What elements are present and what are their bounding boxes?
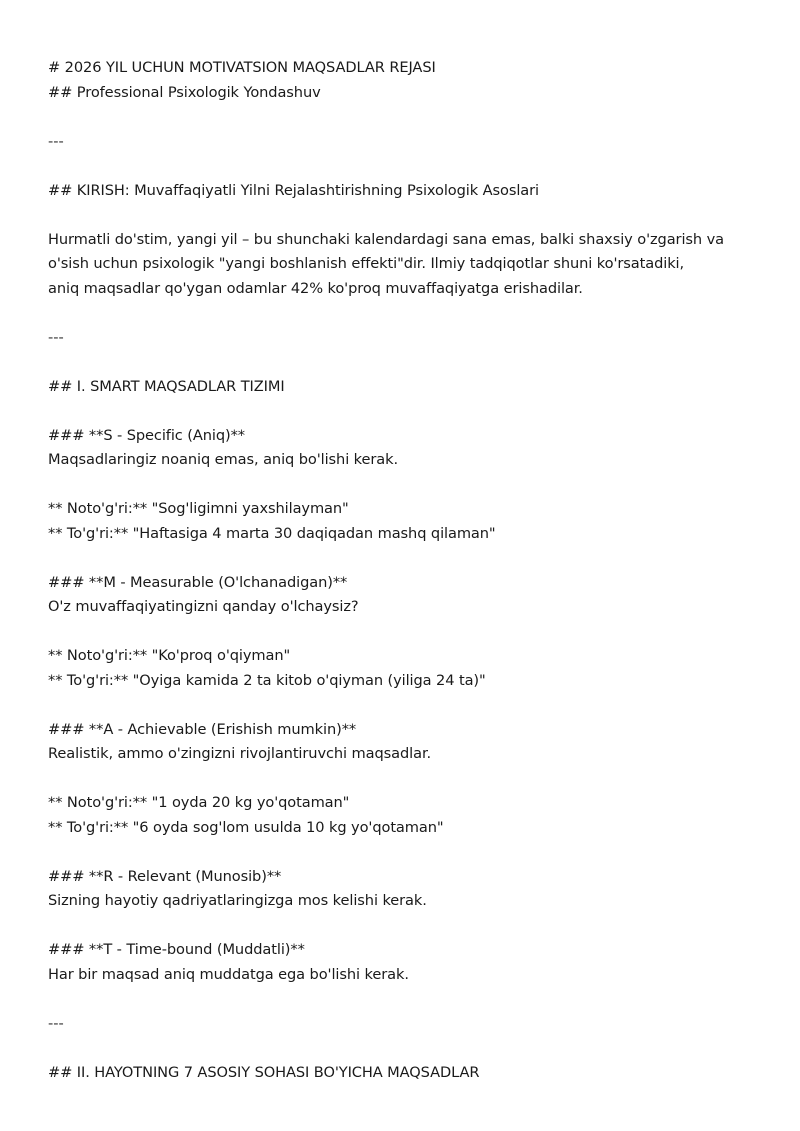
smart-s-right-example: ** To'g'ri:** "Haftasiga 4 marta 30 daqiqadan mashq qilaman" <box>48 524 496 542</box>
smart-t-heading: ### **T - Time-bound (Muddatli)** <box>48 941 305 958</box>
smart-m-wrong-example: ** Noto'g'ri:** "Ko'proq o'qiyman" <box>48 647 291 664</box>
spacer <box>48 473 760 498</box>
horizontal-rule: --- <box>48 328 64 346</box>
spacer <box>48 987 760 1012</box>
smart-r-heading: ### **R - Relevant (Munosib)** <box>48 867 282 885</box>
spacer <box>48 620 760 645</box>
spacer <box>48 154 760 179</box>
smart-heading: ## I. SMART MAQSADLAR TIZIMI <box>48 377 285 395</box>
smart-r-text: Sizning hayotiy qadriyatlaringizga mos kelishi kerak. <box>48 892 427 909</box>
spacer <box>48 105 760 130</box>
intro-paragraph-line: o'sish uchun psixologik "yangi boshlanish effekti"dir. Ilmiy tadqiqotlar shuni ko'rsatadiki, <box>48 255 685 272</box>
smart-t-text: Har bir maqsad aniq muddatga ega bo'lishi kerak. <box>48 965 409 983</box>
intro-paragraph-line: Hurmatli do'stim, yangi yil – bu shunchaki kalendardagi sana emas, balki shaxsiy o'zgarish va <box>48 230 724 248</box>
spacer <box>48 350 760 375</box>
document-title: # 2026 YIL UCHUN MOTIVATSION MAQSADLAR REJASI <box>48 59 436 76</box>
spacer <box>48 1036 760 1061</box>
smart-a-text: Realistik, ammo o'zingizni rivojlantiruvchi maqsadlar. <box>48 745 432 762</box>
areas-heading: ## II. HAYOTNING 7 ASOSIY SOHASI BO'YICHA MAQSADLAR <box>48 1063 480 1081</box>
spacer <box>48 203 760 228</box>
intro-paragraph-line: aniq maqsadlar qo'ygan odamlar 42% ko'proq muvaffaqiyatga erishadilar. <box>48 279 583 297</box>
smart-a-right-example: ** To'g'ri:** "6 oyda sog'lom usulda 10 kg yo'qotaman" <box>48 818 444 836</box>
smart-m-text: O'z muvaffaqiyatingizni qanday o'lchaysiz? <box>48 598 359 615</box>
smart-s-wrong-example: ** Noto'g'ri:** "Sog'ligimni yaxshilayman" <box>48 500 349 517</box>
horizontal-rule: --- <box>48 1014 64 1032</box>
spacer <box>48 914 760 939</box>
document-page <box>48 56 760 1085</box>
intro-heading: ## KIRISH: Muvaffaqiyatli Yilni Rejalashtirishning Psixologik Asoslari <box>48 181 539 199</box>
horizontal-rule: --- <box>48 132 64 150</box>
spacer <box>48 546 760 571</box>
smart-s-text: Maqsadlaringiz noaniq emas, aniq bo'lishi kerak. <box>48 451 399 468</box>
spacer <box>48 301 760 326</box>
spacer <box>48 693 760 718</box>
smart-a-heading: ### **A - Achievable (Erishish mumkin)** <box>48 720 357 738</box>
smart-m-right-example: ** To'g'ri:** "Oyiga kamida 2 ta kitob o'qiyman (yiliga 24 ta)" <box>48 671 486 689</box>
smart-s-heading: ### **S - Specific (Aniq)** <box>48 426 245 444</box>
spacer <box>48 840 760 865</box>
smart-a-wrong-example: ** Noto'g'ri:** "1 oyda 20 kg yo'qotaman" <box>48 794 350 811</box>
spacer <box>48 767 760 792</box>
document-subtitle: ## Professional Psixologik Yondashuv <box>48 83 321 101</box>
smart-m-heading: ### **M - Measurable (O'lchanadigan)** <box>48 573 348 591</box>
spacer <box>48 399 760 424</box>
